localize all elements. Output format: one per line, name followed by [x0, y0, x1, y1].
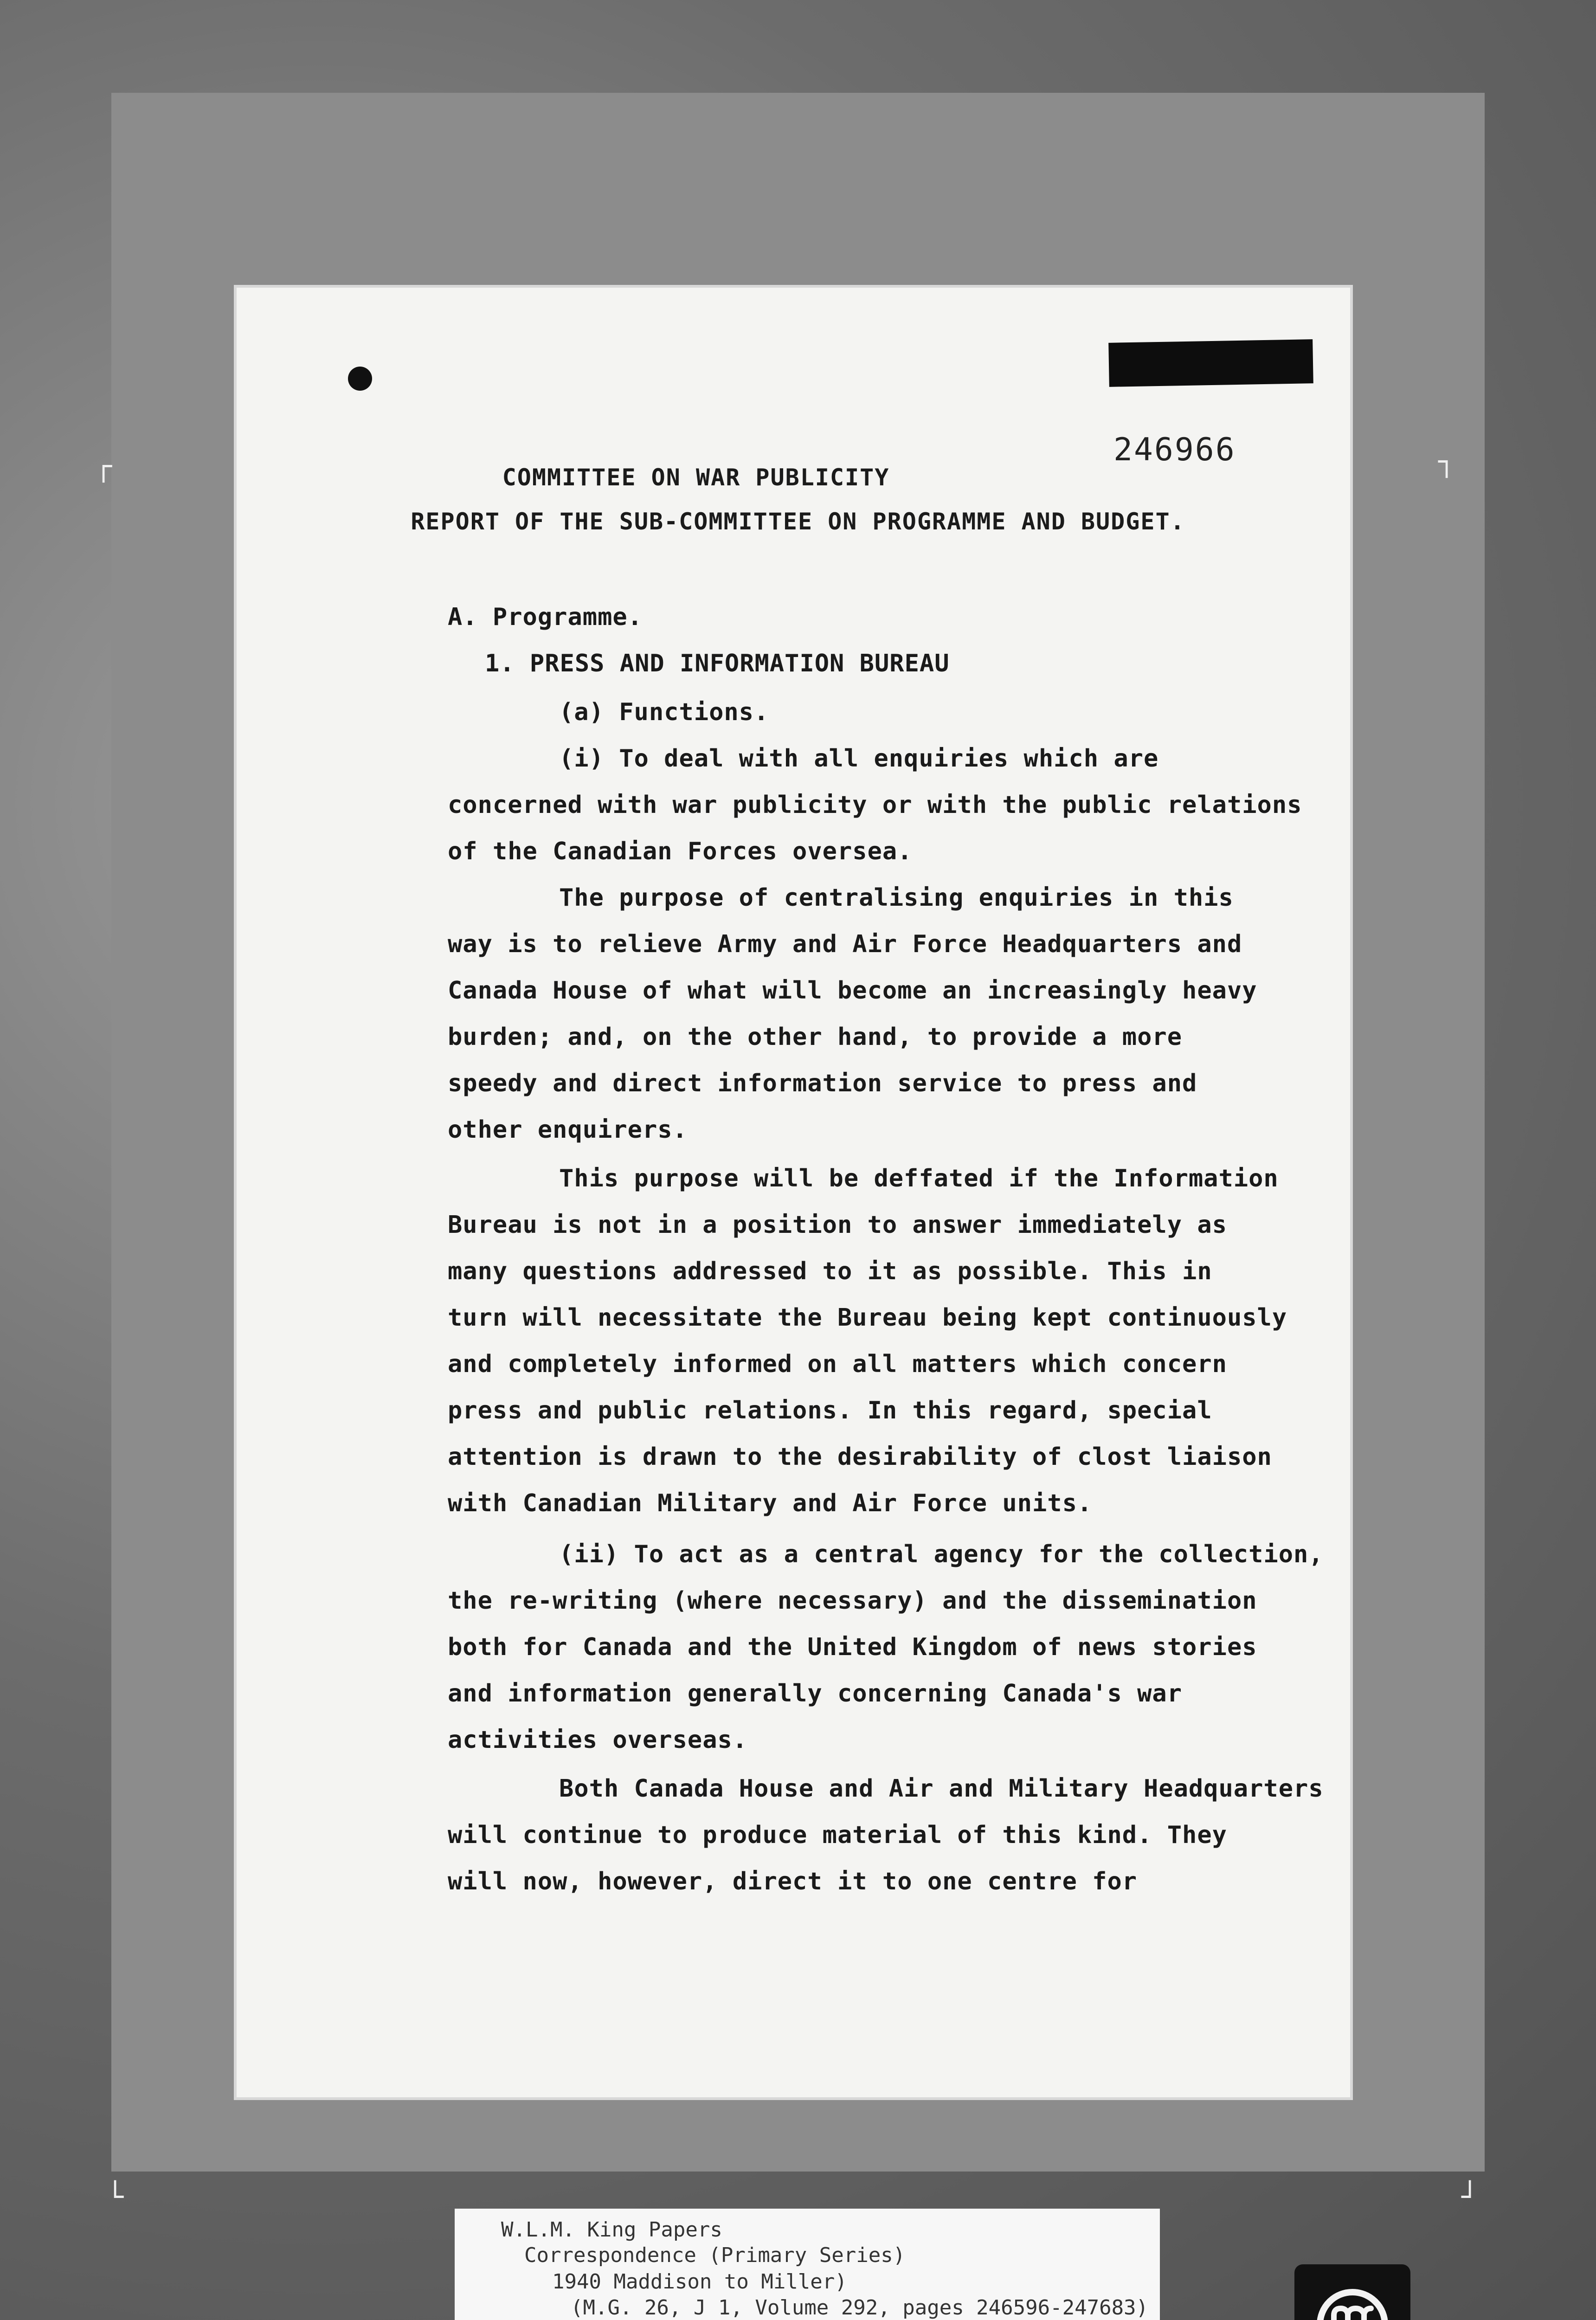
document-subtitle: REPORT OF THE SUB-COMMITTEE ON PROGRAMME AND BUDGET.	[411, 508, 1185, 535]
crop-mark-icon: ┐	[1438, 445, 1455, 478]
text-line: with Canadian Military and Air Force units.	[448, 1489, 1093, 1517]
label-line: 1940 Maddison to Miller)	[552, 2270, 847, 2294]
text-line: both for Canada and the United Kingdom of news stories	[448, 1633, 1257, 1661]
text-line: 1. PRESS AND INFORMATION BUREAU	[485, 650, 950, 677]
text-line: This purpose will be deffated if the Information	[559, 1165, 1279, 1192]
document-title: COMMITTEE ON WAR PUBLICITY	[502, 464, 890, 491]
text-line: A. Programme.	[448, 603, 643, 631]
text-line: and information generally concerning Canada's war	[448, 1680, 1183, 1708]
text-line: Bureau is not in a position to answer immediately as	[448, 1211, 1227, 1239]
document-number: 246966	[1113, 432, 1236, 468]
punch-hole	[348, 367, 372, 391]
text-line: burden; and, on the other hand, to provide a more	[448, 1023, 1183, 1051]
archives-logo-icon	[1294, 2264, 1410, 2320]
text-line: will now, however, direct it to one centre for	[448, 1868, 1138, 1895]
text-line: (i) To deal with all enquiries which are	[559, 745, 1159, 773]
text-line: will continue to produce material of this kind. They	[448, 1821, 1227, 1849]
text-line: many questions addressed to it as possible. This in	[448, 1257, 1212, 1285]
text-line: Canada House of what will become an increasingly heavy	[448, 977, 1257, 1005]
label-line: Correspondence (Primary Series)	[524, 2243, 906, 2267]
text-line: of the Canadian Forces oversea.	[448, 838, 913, 865]
text-line: (ii) To act as a central agency for the collection,	[559, 1540, 1324, 1568]
crop-mark-icon: ┘	[1461, 2181, 1479, 2213]
collection-label-card	[455, 2209, 1160, 2320]
text-line: activities overseas.	[448, 1726, 748, 1754]
text-line: turn will necessitate the Bureau being kept continuously	[448, 1304, 1287, 1332]
text-line: way is to relieve Army and Air Force Headquarters and	[448, 930, 1242, 958]
label-line: W.L.M. King Papers	[501, 2218, 722, 2242]
crop-mark-icon: └	[107, 2181, 124, 2213]
text-line: press and public relations. In this regard, special	[448, 1397, 1212, 1424]
text-line: concerned with war publicity or with the public relations	[448, 791, 1302, 819]
text-line: Both Canada House and Air and Military Headquarters	[559, 1775, 1324, 1803]
label-line: (M.G. 26, J 1, Volume 292, pages 246596-247683)	[571, 2296, 1149, 2320]
text-line: the re-writing (where necessary) and the dissemination	[448, 1587, 1257, 1615]
text-line: other enquirers.	[448, 1116, 688, 1144]
crop-mark-icon: ┌	[95, 450, 112, 483]
text-line: and completely informed on all matters which concern	[448, 1350, 1227, 1378]
text-line: (a) Functions.	[559, 698, 769, 726]
text-line: The purpose of centralising enquiries in this	[559, 884, 1234, 912]
text-line: attention is drawn to the desirability of clost liaison	[448, 1443, 1272, 1471]
text-line: speedy and direct information service to press and	[448, 1070, 1197, 1097]
redaction-bar	[1108, 339, 1313, 387]
